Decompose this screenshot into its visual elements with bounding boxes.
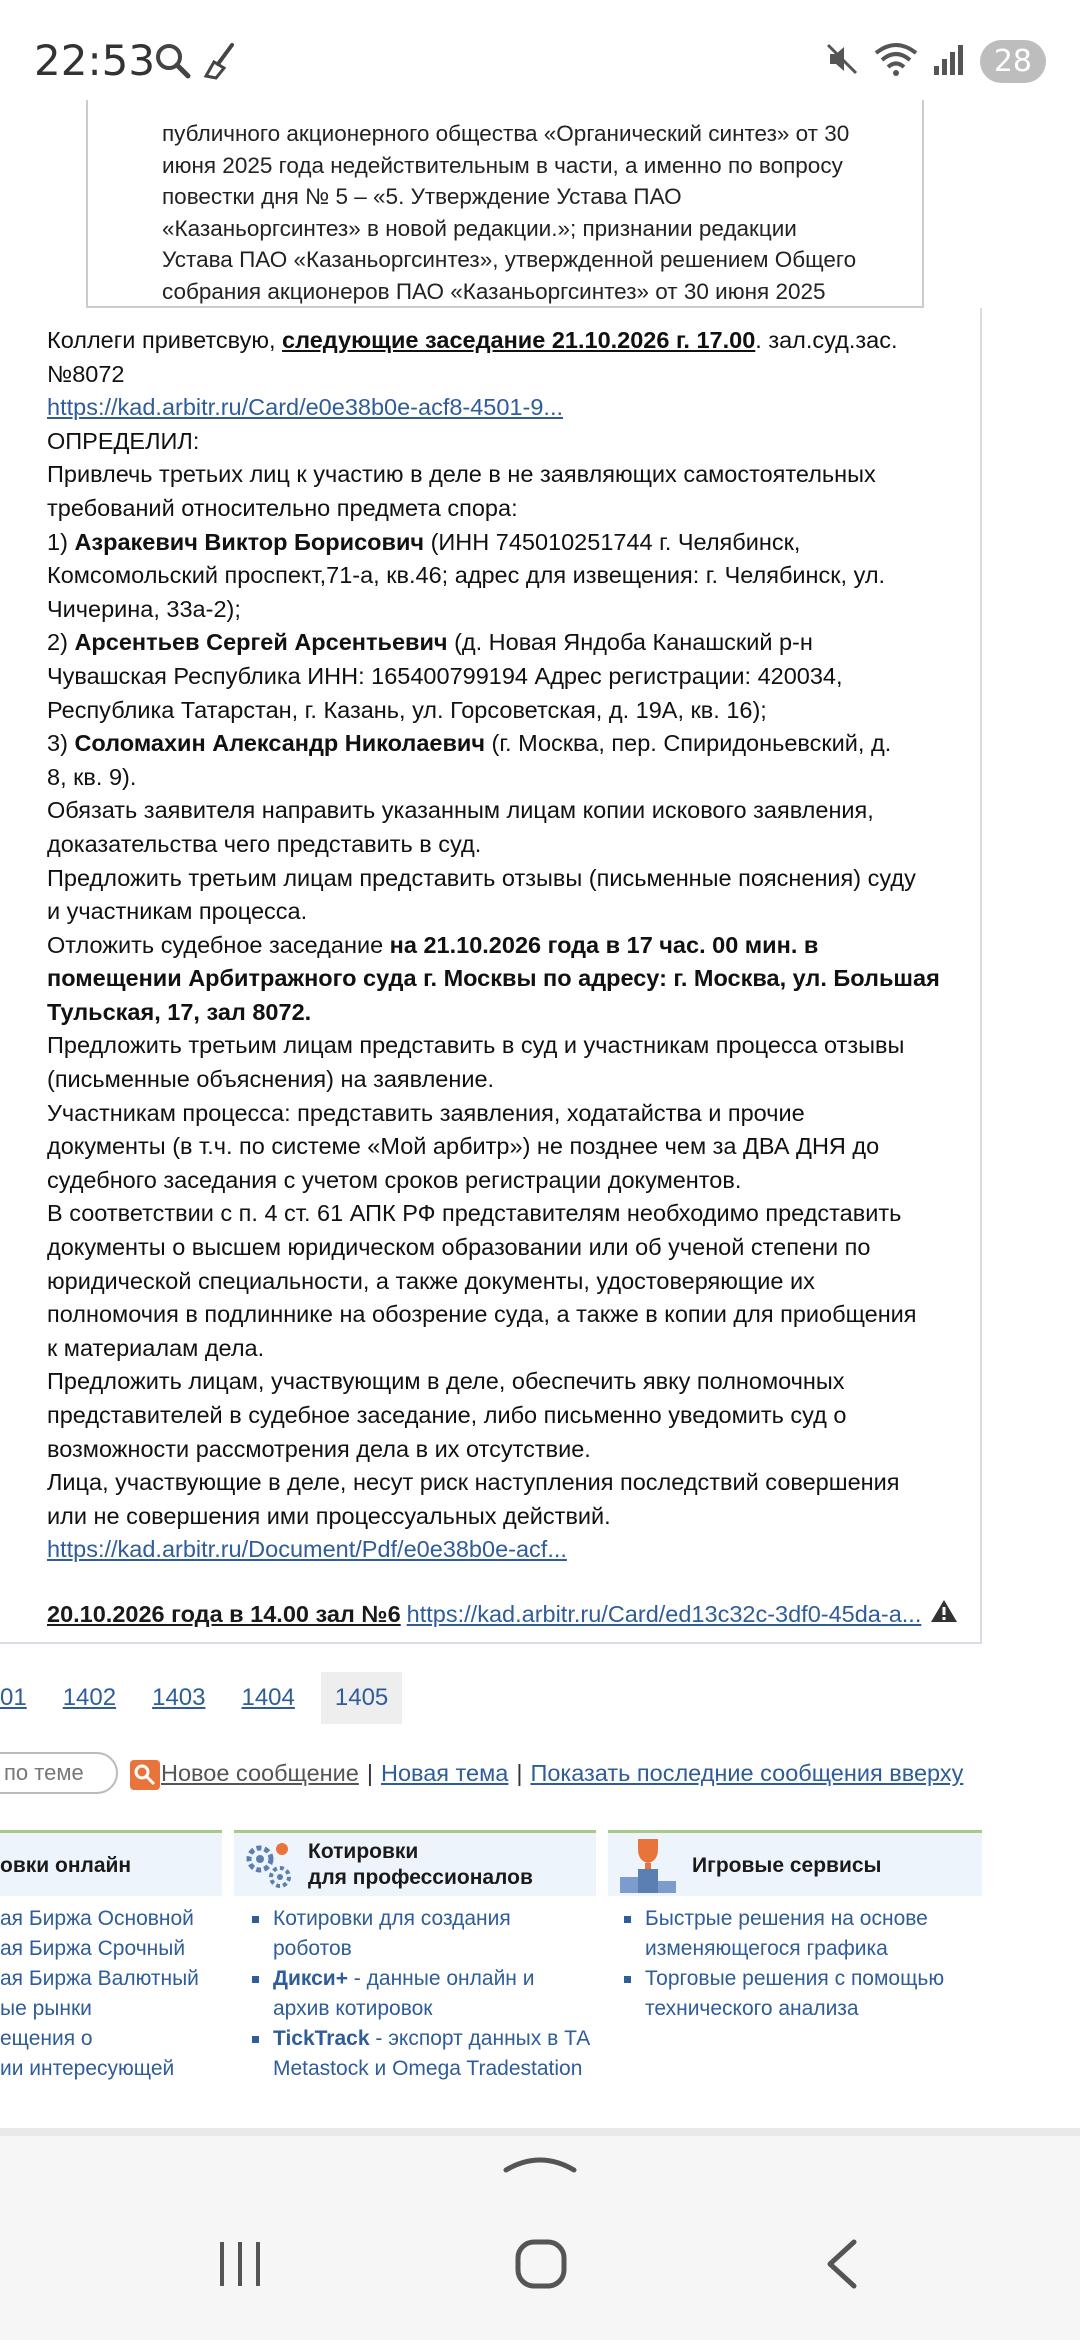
footer-list-item-cont[interactable]: Metastock и Omega Tradestation	[273, 2057, 583, 2080]
post-line: доказательства чего представить в суд.	[47, 830, 482, 857]
mute-icon	[824, 41, 860, 82]
footer-list-item[interactable]: ещения о	[0, 2027, 93, 2050]
post-line	[47, 324, 977, 358]
list-number: 2)	[47, 629, 75, 656]
quote-line: Устава ПАО «Казаньоргсинтез», утвержденной решением Общего	[162, 247, 857, 272]
footer-list	[0, 1904, 199, 2084]
bullet	[252, 2036, 259, 2043]
post-line: требований относительно предмета спора:	[47, 494, 518, 521]
post-line	[47, 626, 977, 660]
footer-block-pro-quotes	[234, 1830, 596, 2078]
footer-block-header	[234, 1830, 596, 1896]
previous-session-line	[47, 1598, 959, 1630]
new-topic-link[interactable]: Новая тема	[380, 1759, 509, 1786]
postpone-text: Отложить судебное заседание	[47, 931, 390, 958]
greeting: Коллеги приветсвую,	[47, 327, 283, 353]
post-line: Предложить лицам, участвующим в деле, обеспечить явку полномочных	[47, 1368, 845, 1395]
footer-list-item[interactable]	[624, 1964, 944, 1994]
post-line: 8, кв. 9).	[47, 763, 137, 790]
post-line: Комсомольский проспект,71-а, кв.46; адрес для извещения: г. Челябинск, ул.	[47, 562, 886, 589]
gears-icon	[238, 1837, 296, 1898]
item-bold: Дикси+	[273, 1967, 348, 1990]
post-line: полномочия в подлиннике на обозрение суда, а также в копии для приобщения	[47, 1301, 917, 1328]
post-line: Чувашская Республика ИНН: 165400799194 Адрес регистрации: 420034,	[47, 662, 843, 689]
warning-icon[interactable]	[929, 1598, 959, 1630]
back-icon[interactable]	[820, 2236, 864, 2297]
trophy-podium-icon	[618, 1835, 678, 1900]
case-card-link[interactable]: https://kad.arbitr.ru/Card/e0e38b0e-acf8-4501-9...	[47, 394, 564, 421]
post-line: возможности рассмотрения дела в их отсутствие.	[47, 1435, 591, 1462]
quote-line: июня 2025 года недействительным в части, а именно по вопросу	[162, 152, 843, 178]
item-text: Быстрые решения на основе	[645, 1907, 928, 1930]
footer-block-header	[608, 1830, 982, 1896]
post-line: документы о высшем юридическом образовании или об ученой степени по	[47, 1234, 871, 1261]
footer-list-item[interactable]	[252, 1904, 590, 1934]
post-line: юридической специальности, а также документы, удостоверяющие их	[47, 1267, 815, 1294]
room: . зал.суд.зас.	[755, 327, 898, 353]
signal-icon	[932, 42, 966, 81]
post-line	[47, 727, 977, 761]
post-line: к материалам дела.	[47, 1334, 265, 1361]
third-party-details: (д. Новая Яндоба Канашский р-н	[447, 629, 813, 656]
footer-block-game-services	[608, 1830, 982, 2078]
item-text: - данные онлайн и	[347, 1967, 535, 1990]
expand-chevron-icon[interactable]	[502, 2150, 578, 2179]
post-line: документы (в т.ч. по системе «Мой арбитр») не позднее чем за ДВА ДНЯ до	[47, 1133, 880, 1160]
third-party-details: (г. Москва, пер. Спиридоньевский, д.	[485, 730, 892, 757]
page-link[interactable]: 01	[0, 1684, 27, 1711]
case-card-link-2[interactable]: https://kad.arbitr.ru/Card/ed13c32c-3df0-45da-a...	[406, 1600, 922, 1627]
footer-block-title	[308, 1839, 533, 1891]
third-party-details: (ИНН 745010251744 г. Челябинск,	[424, 528, 801, 555]
post-line	[47, 391, 977, 425]
footer-list-item[interactable]	[252, 2024, 590, 2054]
bullet	[624, 1976, 631, 1983]
page-link[interactable]: 1403	[152, 1684, 206, 1711]
post-body	[47, 324, 977, 1567]
post-line: Привлечь третьих лиц к участию в деле в не заявляющих самостоятельных	[47, 461, 876, 488]
bullet	[252, 1976, 259, 1983]
item-text: Торговые решения с помощью	[645, 1967, 945, 1990]
battery-indicator: 28	[980, 40, 1046, 83]
quote-line: повестки дня № 5 – «5. Утверждение Устава ПАО	[162, 184, 682, 209]
home-icon[interactable]	[514, 2236, 570, 2297]
post-line: Тульская, 17, зал 8072.	[47, 998, 312, 1025]
footer-list-item-cont[interactable]: архив котировок	[273, 1997, 433, 2020]
post-line: Чичерина, 33а-2);	[47, 595, 241, 622]
page-link[interactable]: 1402	[62, 1684, 117, 1711]
third-party-name: Арсентьев Сергей Арсентьевич	[74, 629, 448, 656]
footer-list-item[interactable]: ая Биржа Валютный	[0, 1967, 199, 1990]
footer-block-title: овки онлайн	[0, 1854, 132, 1877]
third-party-name: Азракевич Виктор Борисович	[74, 528, 425, 555]
item-text: Котировки для создания	[273, 1907, 511, 1930]
separator: |	[366, 1759, 373, 1786]
quote-line: собрания акционеров ПАО «Казаньоргсинтез» от 30 июня 2025	[162, 278, 826, 304]
post-line	[47, 1533, 977, 1567]
actions-row	[161, 1752, 963, 1794]
post-line	[47, 929, 977, 963]
status-time: 22:53	[34, 36, 156, 85]
title-line: Котировки	[308, 1840, 419, 1863]
bullet	[624, 1916, 631, 1923]
quote-box	[86, 100, 924, 308]
search-icon	[154, 42, 192, 85]
post-line: Обязать заявителя направить указанным лицам копии искового заявления,	[47, 797, 874, 824]
wifi-icon	[874, 41, 918, 82]
broom-icon	[200, 42, 240, 85]
item-text: - экспорт данных в ТА	[369, 2027, 591, 2050]
quote-line: «Казаньоргсинтез» в новой редакции.»; признании редакции	[162, 215, 797, 241]
item-bold: TickTrack	[273, 2027, 370, 2050]
footer-block-quotes-online	[0, 1830, 222, 2078]
post-line	[47, 526, 977, 560]
post-line: В соответствии с п. 4 ст. 61 АПК РФ представителям необходимо представить	[47, 1200, 902, 1227]
post-line: и участникам процесса.	[47, 898, 308, 925]
footer-list-item[interactable]: ая Биржа Основной	[0, 1907, 194, 1930]
footer-list-item-cont[interactable]: роботов	[273, 1937, 352, 1960]
post-line: Предложить третьим лицам представить в суд и участникам процесса отзывы	[47, 1032, 905, 1059]
post-line: Участникам процесса: представить заявления, ходатайства и прочие	[47, 1099, 805, 1126]
list-number: 3)	[47, 730, 75, 757]
new-message-link[interactable]: Новое сообщение	[161, 1759, 359, 1786]
third-party-name: Соломахин Александр Николаевич	[74, 730, 485, 757]
forum-post	[0, 308, 982, 1644]
page-link[interactable]: 1404	[241, 1684, 295, 1711]
footer-list	[624, 1904, 944, 2024]
footer-list-item[interactable]	[252, 1964, 590, 1994]
post-line: Лица, участвующие в деле, несут риск наступления последствий совершения	[47, 1469, 900, 1496]
post-line: судебного заседания с учетом сроков регистрации документов.	[47, 1166, 742, 1193]
page-current: 1405	[321, 1672, 402, 1724]
next-session: следующие заседание 21.10.2026 г. 17.00	[282, 327, 756, 353]
post-line: (письменные объяснения) на заявление.	[47, 1066, 495, 1093]
page-bottom-divider	[0, 2128, 1080, 2136]
footer-list-item[interactable]: ии интересующей	[0, 2057, 175, 2080]
status-right	[824, 40, 1046, 83]
post-line: представителей в судебное заседание, либо письменно уведомить суд о	[47, 1402, 847, 1428]
previous-session: 20.10.2026 года в 14.00 зал №6	[47, 1600, 401, 1627]
quote-line: публичного акционерного общества «Органический синтез» от 30	[162, 121, 850, 146]
search-icon	[130, 1760, 160, 1790]
search-button[interactable]	[130, 1760, 160, 1790]
post-line: или не совершения ими процессуальных действий.	[47, 1502, 611, 1529]
pdf-document-link[interactable]: https://kad.arbitr.ru/Document/Pdf/e0e38b0e-acf...	[47, 1536, 567, 1563]
determined-heading: ОПРЕДЕЛИЛ:	[47, 427, 200, 454]
footer-list	[252, 1904, 590, 2084]
post-line: Предложить третьим лицам представить отзывы (письменные пояснения) суду	[47, 864, 916, 891]
topic-search-input[interactable]: по теме	[0, 1752, 118, 1794]
footer-block-header	[0, 1830, 222, 1896]
show-last-messages-link[interactable]: Показать последние сообщения вверху	[530, 1759, 964, 1786]
footer-list-item[interactable]: ые рынки	[0, 1997, 92, 2020]
post-line: помещении Арбитражного суда г. Москвы по адресу: г. Москва, ул. Большая	[47, 965, 940, 992]
post-line: Республика Татарстан, г. Казань, ул. Горсоветская, д. 19А, кв. 16);	[47, 696, 767, 723]
footer-list-item-cont[interactable]: изменяющегося графика	[645, 1937, 888, 1960]
recent-apps-icon[interactable]	[216, 2236, 266, 2297]
room-number: №8072	[47, 360, 125, 387]
footer-list-item[interactable]: ая Биржа Срочный	[0, 1937, 186, 1960]
title-line: для профессионалов	[308, 1866, 533, 1889]
list-number: 1)	[47, 528, 75, 555]
footer-list-item-cont[interactable]: технического анализа	[645, 1997, 859, 2020]
footer-list-item[interactable]	[624, 1904, 944, 1934]
quote-text	[162, 118, 886, 307]
footer-block-title: Игровые сервисы	[692, 1854, 882, 1877]
separator: |	[516, 1759, 523, 1786]
postpone-date: на 21.10.2026 года в 17 час. 00 мин. в	[389, 931, 819, 958]
bullet	[252, 1916, 259, 1923]
pagination	[0, 1672, 402, 1724]
